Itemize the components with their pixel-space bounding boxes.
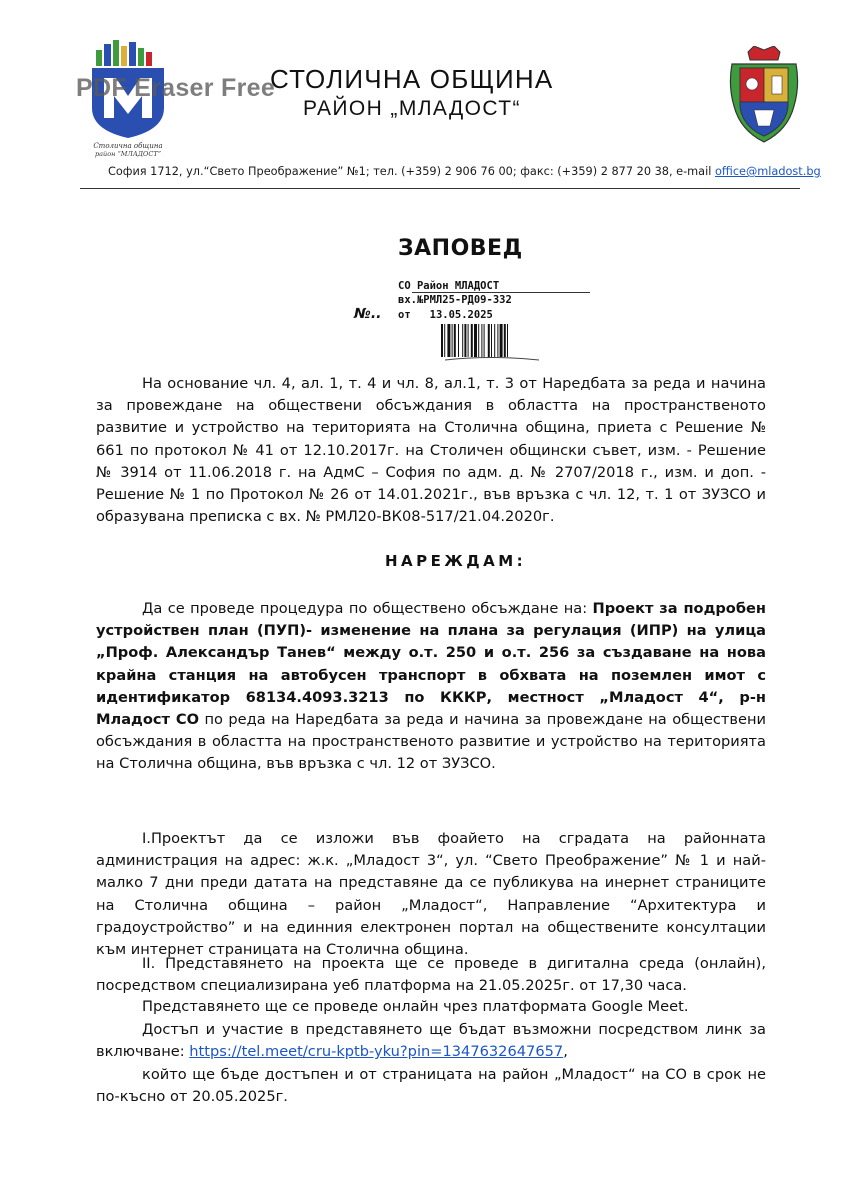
org-name: СТОЛИЧНА ОБЩИНА (270, 64, 554, 94)
access-paragraph (96, 1019, 766, 1063)
barcode-bar (452, 324, 453, 357)
availability-paragraph (96, 1064, 766, 1108)
access-lead: Достъп и участие в представянето ще бъдат възможни посредством линк за включване: (96, 1021, 766, 1061)
sofia-coat-of-arms (726, 46, 802, 144)
pdf-eraser-watermark: PDF Eraser Free (76, 74, 276, 102)
barcode-bar (474, 324, 477, 357)
stamp-reg-number: вх.№РМЛ25-РД09-332 (398, 294, 512, 306)
barcode-bar (494, 324, 495, 357)
stamp-rule (412, 292, 590, 293)
district-name: РАЙОН „МЛАДОСТ“ (303, 97, 521, 120)
availability-text: който ще бъде достъпен и от страницата на район „Младост“ на СО в срок не по-късно от 20.05.2025г. (96, 1066, 766, 1106)
meet-link[interactable]: https://tel.meet/cru-kptb-yku?pin=1347632647657 (189, 1043, 564, 1061)
number-label: №.. (354, 306, 382, 322)
order-tail: по реда на Наредбата за реда и начина за провеждане на обществени обсъждания в областта на пространственото развитие и устройство на територията на Столична община, във връзка с чл. 12 от ЗУЗСО. (96, 711, 766, 773)
barcode-bar (458, 324, 459, 357)
barcode-bar (504, 324, 506, 357)
stamp-date: 13.05.2025 (429, 309, 493, 321)
logo-caption-1: Столична община (93, 142, 163, 150)
project-title: Проект за подробен устройствен план (ПУП)- изменение на плана за регулация (ИПР) на улица „Проф. Александър Танев“ между о.т. 250 и о.т. 256 за създаване на нова крайна станция на автобусен транспорт в обхвата на поземлен имот с идентификатор 68134.4093.3213 по КККР, местност „Младост 4“, р-н Младост СО (96, 600, 766, 729)
barcode-bar (507, 324, 508, 357)
barcode-bar (471, 324, 473, 357)
barcode (441, 324, 543, 362)
section-ii-text: II. Представянето на проекта ще се проведе в дигитална среда (онлайн), посредством специализирана уеб платформа на 21.05.2025г. от 17,30 часа. (96, 955, 766, 995)
barcode-bar (468, 324, 469, 357)
section-ii-paragraph (96, 953, 766, 997)
barcode-bar (447, 324, 450, 357)
platform-paragraph (96, 996, 766, 1018)
barcode-bar (500, 324, 503, 357)
address-text: София 1712, ул.“Свето Преображение” №1; тел. (+359) 2 906 76 00; факс: (+359) 2 877 20 38, e-mail (108, 165, 715, 178)
stamp-organization: СО Район МЛАДОСТ (398, 280, 500, 292)
barcode-bar (488, 324, 490, 357)
access-tail: , (563, 1043, 568, 1061)
barcode-bar (491, 324, 492, 357)
barcode-bar (464, 324, 466, 357)
barcode-bar (484, 324, 485, 357)
email-link[interactable]: office@mladost.bg (714, 165, 821, 178)
document-title: ЗАПОВЕД (398, 236, 523, 261)
stamp-date-prefix: от (398, 309, 411, 321)
barcode-bar (454, 324, 456, 357)
barcode-bar (481, 324, 482, 357)
section-i-text: I.Проектът да се изложи във фоайето на сградата на районната администрация на адрес: ж.к. „Младост 3“, ул. “Свето Преображение” № 1 и най-малко 7 дни преди датата на представяне да се публикува на инернет страниците на Столична община – район „Младост“, Направление “Архитектура и градоустройство” и на единния електронен портал на обществените консултации към интернет страницата на Столична община. (96, 830, 766, 959)
barcode-bar (441, 324, 443, 357)
header-divider (80, 188, 800, 189)
barcode-bar (478, 324, 479, 357)
legal-basis-text: На основание чл. 4, ал. 1, т. 4 и чл. 8, ал.1, т. 3 от Наредбата за реда и начина за провеждане на обществени обсъждания в областта на пространственото развитие и устройство на територията на Столична община, приета с Решение № 661 по протокол № 41 от 12.10.2017г. на Столичен общински съвет, изм. - Решение № 3914 от 11.06.2018 г. на АдмС – София по адм. д. № 2707/2018 г., изм. и доп. - Решение № 1 по Протокол № 26 от 14.01.2021г., във връзка с чл. 12, т. 1 от ЗУЗСО и образувана преписка с вх. № РМЛ20-ВК08-517/21.04.2020г. (96, 375, 766, 526)
section-i-paragraph (96, 828, 766, 961)
order-lead: Да се проведе процедура по обществено обсъждане на: (142, 600, 593, 617)
order-paragraph (96, 598, 766, 776)
barcode-bar (462, 324, 463, 357)
legal-basis-paragraph (96, 373, 766, 528)
barcode-bar (497, 324, 498, 357)
contact-address (108, 165, 821, 178)
order-heading: НАРЕЖДАМ: (385, 552, 527, 570)
barcode-bar (444, 324, 445, 357)
logo-caption-2: район “МЛАДОСТ” (94, 150, 162, 158)
platform-text: Представянето ще се проведе онлайн чрез платформата Google Meet. (142, 998, 689, 1015)
stamp-date-line (398, 309, 493, 321)
